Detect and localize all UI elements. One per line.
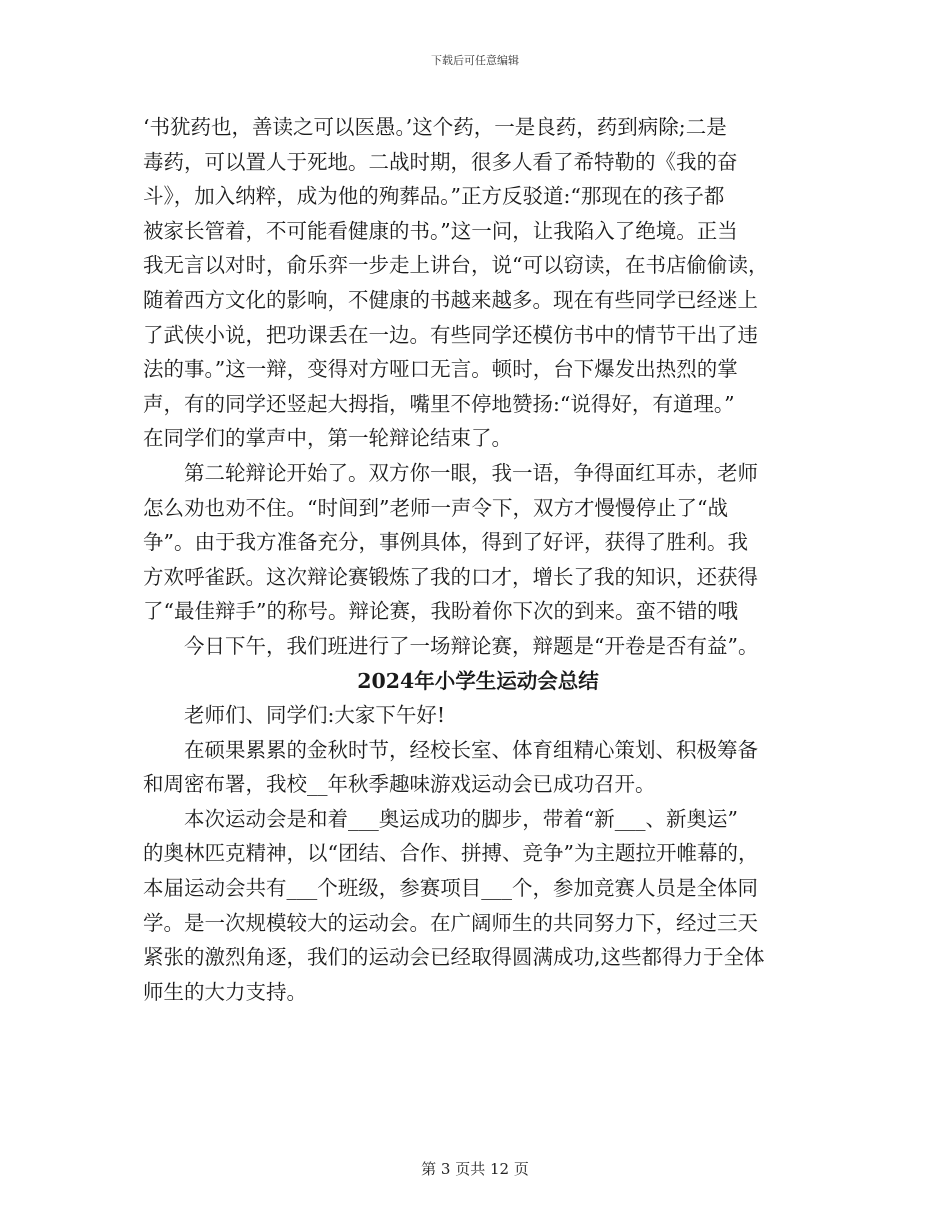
paragraph-line: 本次运动会是和着___奥运成功的脚步，带着“新___、新奥运” [184,806,738,831]
paragraph-line: 的奥林匹克精神，以“团结、合作、拼搏、竞争”为主题拉开帷幕的， [143,841,759,866]
paragraph-line: 师生的大力支持。 [143,979,307,1004]
paragraph-line: 方欢呼雀跃。这次辩论赛锻炼了我的口才，增长了我的知识，还获得 [143,564,758,589]
paragraph-line: 法的事。”这一辩，变得对方哑口无言。顿时，台下爆发出热烈的掌 [143,357,738,382]
section-title: 2024年小学生运动会总结 [357,668,599,693]
paragraph-line: 本届运动会共有___个班级，参赛项目___个，参加竞赛人员是全体同 [143,876,758,901]
paragraph-line: 老师们、同学们:大家下午好! [184,703,446,728]
paragraph-line: 在硕果累累的金秋时节，经校长室、体育组精心策划、积极筹备 [184,737,758,762]
paragraph-line: 声，有的同学还竖起大拇指，嘴里不停地赞扬:“说得好，有道理。” [143,391,735,416]
paragraph-line: 了“最佳辩手”的称号。辩论赛，我盼着你下次的到来。蛮不错的哦 [143,599,738,624]
document-body [143,110,813,1009]
paragraph-line: 我无言以对时，俞乐弈一步走上讲台，说“可以窃读，在书店偷偷读， [143,253,769,278]
paragraph-line: 今日下午，我们班进行了一场辩论赛，辩题是“开卷是否有益”。 [184,633,759,658]
paragraph-line: 紧张的激烈角逐，我们的运动会已经取得圆满成功,这些都得力于全体 [143,945,765,970]
paragraph-line: 学。是一次规模较大的运动会。在广阔师生的共同努力下，经过三天 [143,910,758,935]
paragraph-line: 随着西方文化的影响，不健康的书越来越多。现在有些同学已经迷上 [143,287,758,312]
page-header: 下载后可任意编辑 [431,54,519,67]
paragraph-line: 和周密布署，我校__年秋季趣味游戏运动会已成功召开。 [143,772,656,797]
paragraph-line: 被家长管着，不可能看健康的书。”这一问，让我陷入了绝境。正当 [143,218,738,243]
paragraph-line: ‘书犹药也，善读之可以医愚。’这个药，一是良药，药到病除;二是 [143,115,727,139]
paragraph-line: 在同学们的掌声中，第一轮辩论结束了。 [143,426,512,451]
paragraph-line: 第二轮辩论开始了。双方你一眼，我一语，争得面红耳赤，老师 [184,460,758,485]
paragraph-line: 争”。由于我方准备充分，事例具体，得到了好评，获得了胜利。我 [143,530,748,555]
paragraph-line: 斗》，加入纳粹，成为他的殉葬品。”正方反驳道:“那现在的孩子都 [143,184,725,209]
paragraph-line: 了武侠小说，把功课丢在一边。有些同学还模仿书中的情节干出了违 [143,322,758,347]
page-footer: 第 3 页共 12 页 [421,1160,529,1178]
paragraph-line: 怎么劝也劝不住。“时间到”老师一声令下，双方才慢慢停止了“战 [143,495,728,520]
paragraph-line: 毒药，可以置人于死地。二战时期，很多人看了希特勒的《我的奋 [143,149,738,174]
